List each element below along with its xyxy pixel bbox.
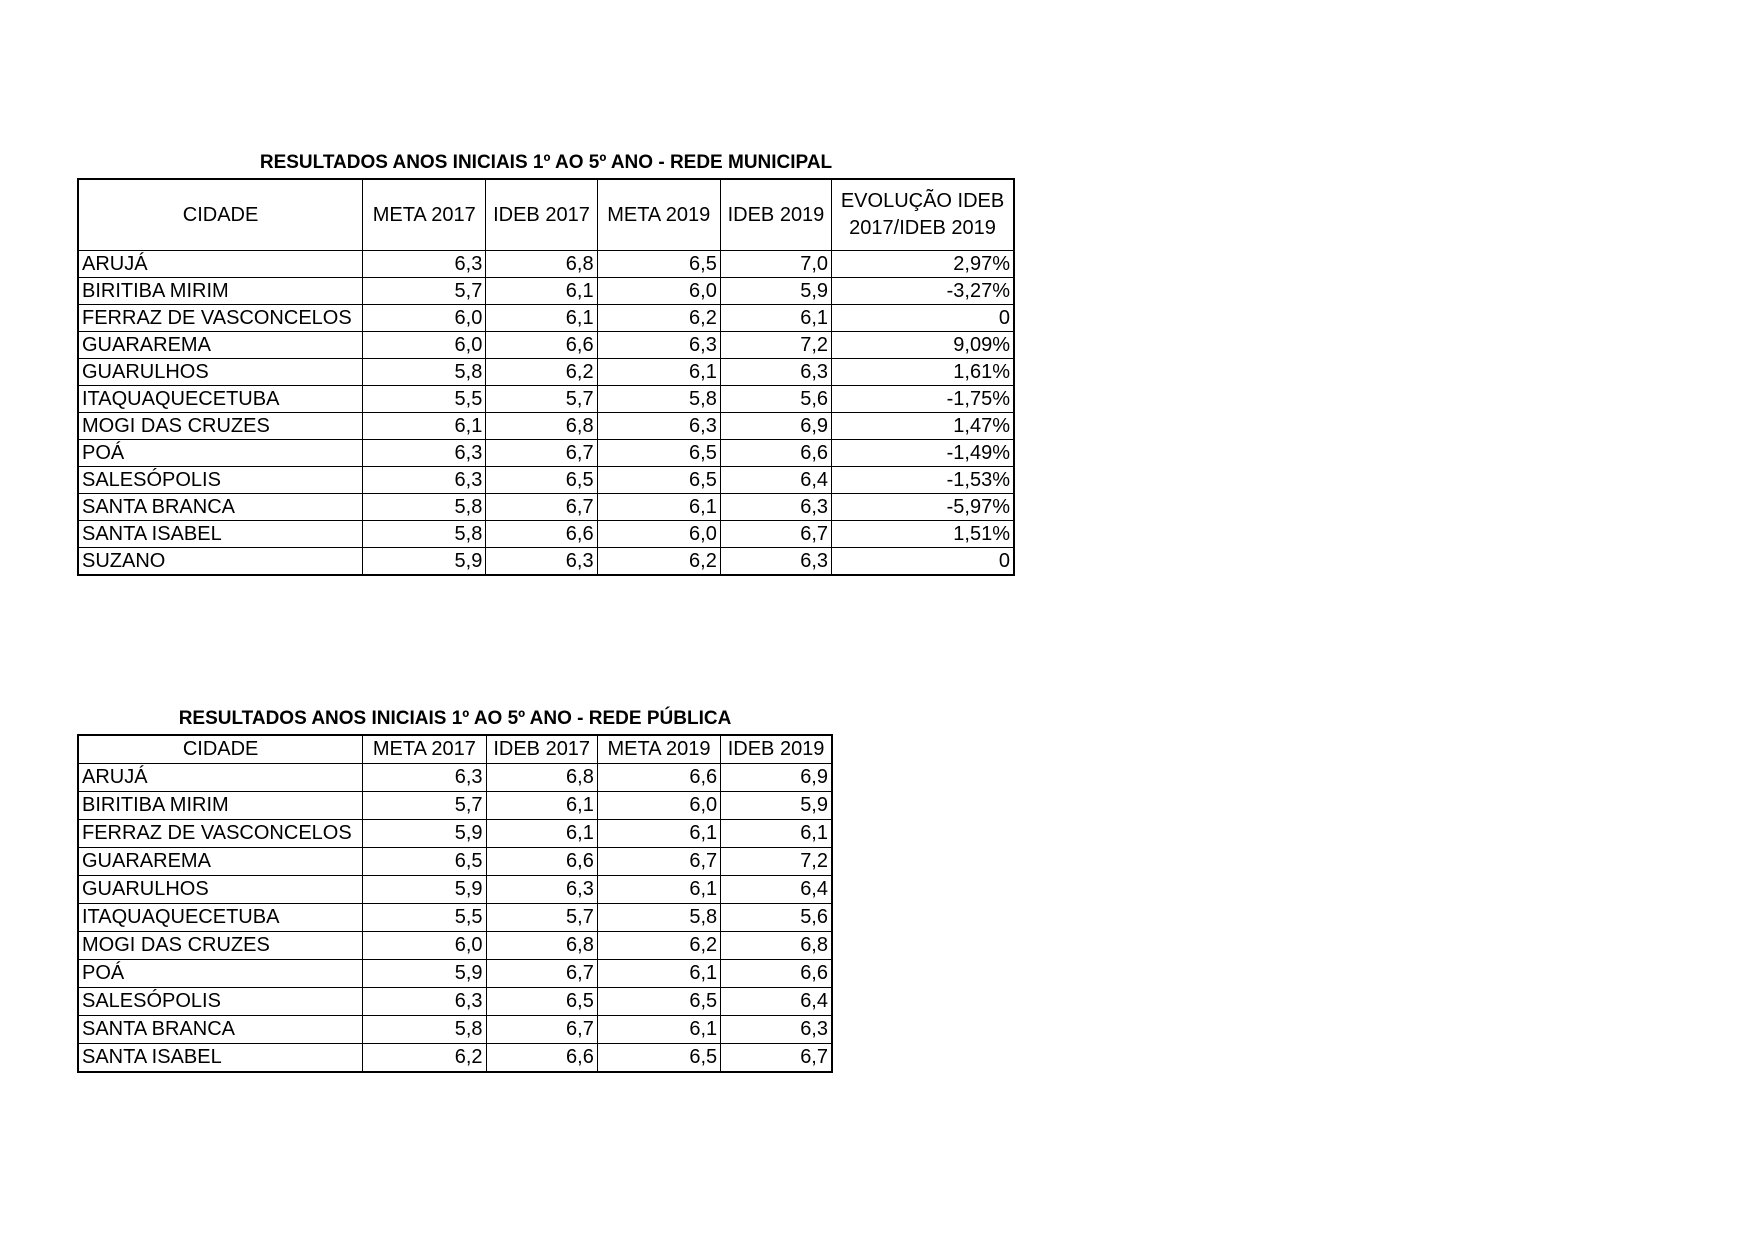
value-cell: 6,3 bbox=[486, 548, 597, 576]
value-cell: 6,6 bbox=[486, 521, 597, 548]
value-cell: 5,8 bbox=[363, 1016, 486, 1044]
value-cell: 6,1 bbox=[597, 494, 720, 521]
table-row bbox=[78, 521, 1014, 548]
value-cell: 6,1 bbox=[597, 876, 720, 904]
city-name-cell: ITAQUAQUECETUBA bbox=[78, 904, 363, 932]
city-name-cell: SUZANO bbox=[78, 548, 363, 576]
municipal-section bbox=[77, 148, 1015, 576]
value-cell: -1,53% bbox=[832, 467, 1014, 494]
table-row bbox=[78, 305, 1014, 332]
value-cell: 6,7 bbox=[721, 1044, 832, 1073]
value-cell: 6,7 bbox=[486, 960, 597, 988]
value-cell: 6,2 bbox=[486, 359, 597, 386]
value-cell: 5,9 bbox=[363, 548, 486, 576]
table-row bbox=[78, 440, 1014, 467]
value-cell: 6,6 bbox=[486, 332, 597, 359]
city-name-cell: POÁ bbox=[78, 440, 363, 467]
table-row bbox=[78, 386, 1014, 413]
value-cell: -3,27% bbox=[832, 278, 1014, 305]
value-cell: 5,6 bbox=[721, 904, 832, 932]
value-cell: 6,3 bbox=[486, 876, 597, 904]
value-cell: -5,97% bbox=[832, 494, 1014, 521]
value-cell: 6,3 bbox=[720, 494, 831, 521]
value-cell: 6,8 bbox=[721, 932, 832, 960]
header-meta-2017: META 2017 bbox=[363, 179, 486, 251]
city-name-cell: GUARAREMA bbox=[78, 848, 363, 876]
value-cell: 6,7 bbox=[720, 521, 831, 548]
city-name-cell: ARUJÁ bbox=[78, 251, 363, 278]
value-cell: 5,9 bbox=[363, 960, 486, 988]
value-cell: 6,8 bbox=[486, 413, 597, 440]
publica-table-body bbox=[78, 764, 832, 1073]
value-cell: 6,3 bbox=[597, 332, 720, 359]
city-name-cell: BIRITIBA MIRIM bbox=[78, 278, 363, 305]
value-cell: 6,4 bbox=[721, 988, 832, 1016]
value-cell: 6,0 bbox=[363, 332, 486, 359]
value-cell: -1,75% bbox=[832, 386, 1014, 413]
value-cell: 5,9 bbox=[363, 820, 486, 848]
municipal-table-body bbox=[78, 251, 1014, 576]
city-name-cell: POÁ bbox=[78, 960, 363, 988]
table-row bbox=[78, 820, 832, 848]
value-cell: 6,6 bbox=[486, 1044, 597, 1073]
table-row bbox=[78, 278, 1014, 305]
city-name-cell: ITAQUAQUECETUBA bbox=[78, 386, 363, 413]
value-cell: 6,1 bbox=[597, 960, 720, 988]
table-header-row bbox=[78, 179, 1014, 251]
value-cell: 6,7 bbox=[597, 848, 720, 876]
table-row bbox=[78, 988, 832, 1016]
table-row bbox=[78, 932, 832, 960]
table-header-row bbox=[78, 735, 832, 764]
value-cell: 6,3 bbox=[721, 1016, 832, 1044]
value-cell: 6,8 bbox=[486, 764, 597, 792]
city-name-cell: MOGI DAS CRUZES bbox=[78, 932, 363, 960]
publica-section bbox=[77, 704, 833, 1073]
value-cell: 6,2 bbox=[597, 932, 720, 960]
value-cell: 5,7 bbox=[363, 278, 486, 305]
value-cell: 6,4 bbox=[720, 467, 831, 494]
value-cell: 5,8 bbox=[363, 521, 486, 548]
table-row bbox=[78, 876, 832, 904]
value-cell: 7,0 bbox=[720, 251, 831, 278]
table-row bbox=[78, 792, 832, 820]
value-cell: 6,0 bbox=[363, 932, 486, 960]
table-row bbox=[78, 251, 1014, 278]
table-row bbox=[78, 467, 1014, 494]
value-cell: 6,1 bbox=[597, 820, 720, 848]
city-name-cell: FERRAZ DE VASCONCELOS bbox=[78, 820, 363, 848]
value-cell: 6,5 bbox=[486, 988, 597, 1016]
header-meta-2019: META 2019 bbox=[597, 179, 720, 251]
table-row bbox=[78, 332, 1014, 359]
value-cell: 6,1 bbox=[597, 359, 720, 386]
value-cell: 6,7 bbox=[486, 494, 597, 521]
table-row bbox=[78, 848, 832, 876]
value-cell: 6,3 bbox=[720, 548, 831, 576]
table-row bbox=[78, 494, 1014, 521]
value-cell: 6,2 bbox=[597, 548, 720, 576]
table-row bbox=[78, 764, 832, 792]
value-cell: 6,3 bbox=[363, 988, 486, 1016]
city-name-cell: FERRAZ DE VASCONCELOS bbox=[78, 305, 363, 332]
value-cell: 6,1 bbox=[486, 278, 597, 305]
value-cell: 6,1 bbox=[720, 305, 831, 332]
value-cell: 1,47% bbox=[832, 413, 1014, 440]
value-cell: 7,2 bbox=[720, 332, 831, 359]
value-cell: 5,7 bbox=[486, 386, 597, 413]
city-name-cell: BIRITIBA MIRIM bbox=[78, 792, 363, 820]
value-cell: 5,8 bbox=[363, 494, 486, 521]
table-row bbox=[78, 960, 832, 988]
value-cell: 5,6 bbox=[720, 386, 831, 413]
value-cell: 5,7 bbox=[486, 904, 597, 932]
value-cell: 6,5 bbox=[597, 467, 720, 494]
table-row bbox=[78, 359, 1014, 386]
value-cell: 6,0 bbox=[597, 792, 720, 820]
city-name-cell: GUARULHOS bbox=[78, 359, 363, 386]
value-cell: 6,3 bbox=[363, 251, 486, 278]
value-cell: 6,0 bbox=[363, 305, 486, 332]
city-name-cell: GUARULHOS bbox=[78, 876, 363, 904]
table-row bbox=[78, 904, 832, 932]
city-name-cell: SANTA BRANCA bbox=[78, 494, 363, 521]
header-ideb-2019: IDEB 2019 bbox=[721, 735, 832, 764]
value-cell: 6,1 bbox=[721, 820, 832, 848]
header-cidade: CIDADE bbox=[78, 179, 363, 251]
value-cell: 6,6 bbox=[720, 440, 831, 467]
city-name-cell: SANTA BRANCA bbox=[78, 1016, 363, 1044]
value-cell: 6,5 bbox=[597, 988, 720, 1016]
header-cidade: CIDADE bbox=[78, 735, 363, 764]
table-row bbox=[78, 1016, 832, 1044]
publica-results-table bbox=[77, 734, 833, 1073]
value-cell: 5,9 bbox=[363, 876, 486, 904]
header-meta-2019: META 2019 bbox=[597, 735, 720, 764]
value-cell: 6,3 bbox=[363, 440, 486, 467]
header-meta-2017: META 2017 bbox=[363, 735, 486, 764]
city-name-cell: SALESÓPOLIS bbox=[78, 467, 363, 494]
value-cell: 6,2 bbox=[597, 305, 720, 332]
value-cell: 6,0 bbox=[597, 521, 720, 548]
city-name-cell: SANTA ISABEL bbox=[78, 1044, 363, 1073]
value-cell: 5,7 bbox=[363, 792, 486, 820]
publica-table-title: RESULTADOS ANOS INICIAIS 1º AO 5º ANO - REDE PÚBLICA bbox=[178, 708, 732, 729]
header-evolucao bbox=[832, 179, 1014, 251]
value-cell: 6,8 bbox=[486, 251, 597, 278]
municipal-results-table bbox=[77, 178, 1015, 576]
table-row bbox=[78, 1044, 832, 1073]
value-cell: 6,3 bbox=[720, 359, 831, 386]
header-evolucao-line-2: 2017/IDEB 2019 bbox=[849, 217, 996, 239]
value-cell: 6,3 bbox=[363, 764, 486, 792]
value-cell: 6,2 bbox=[363, 1044, 486, 1073]
value-cell: 6,1 bbox=[486, 820, 597, 848]
value-cell: 5,9 bbox=[721, 792, 832, 820]
value-cell: -1,49% bbox=[832, 440, 1014, 467]
value-cell: 1,51% bbox=[832, 521, 1014, 548]
header-ideb-2019: IDEB 2019 bbox=[720, 179, 831, 251]
value-cell: 6,3 bbox=[597, 413, 720, 440]
city-name-cell: SALESÓPOLIS bbox=[78, 988, 363, 1016]
value-cell: 5,5 bbox=[363, 386, 486, 413]
value-cell: 6,9 bbox=[721, 764, 832, 792]
value-cell: 6,8 bbox=[486, 932, 597, 960]
value-cell: 5,8 bbox=[363, 359, 486, 386]
value-cell: 6,5 bbox=[363, 848, 486, 876]
value-cell: 5,5 bbox=[363, 904, 486, 932]
value-cell: 6,1 bbox=[363, 413, 486, 440]
value-cell: 6,9 bbox=[720, 413, 831, 440]
value-cell: 9,09% bbox=[832, 332, 1014, 359]
value-cell: 6,3 bbox=[363, 467, 486, 494]
value-cell: 6,6 bbox=[721, 960, 832, 988]
value-cell: 6,1 bbox=[597, 1016, 720, 1044]
value-cell: 5,9 bbox=[720, 278, 831, 305]
value-cell: 6,7 bbox=[486, 440, 597, 467]
city-name-cell: SANTA ISABEL bbox=[78, 521, 363, 548]
value-cell: 2,97% bbox=[832, 251, 1014, 278]
value-cell: 5,8 bbox=[597, 904, 720, 932]
value-cell: 6,1 bbox=[486, 792, 597, 820]
value-cell: 6,4 bbox=[721, 876, 832, 904]
table-row bbox=[78, 413, 1014, 440]
value-cell: 6,6 bbox=[486, 848, 597, 876]
value-cell: 1,61% bbox=[832, 359, 1014, 386]
value-cell: 0 bbox=[832, 305, 1014, 332]
table-row bbox=[78, 548, 1014, 576]
value-cell: 6,6 bbox=[597, 764, 720, 792]
city-name-cell: GUARAREMA bbox=[78, 332, 363, 359]
city-name-cell: MOGI DAS CRUZES bbox=[78, 413, 363, 440]
value-cell: 6,5 bbox=[597, 251, 720, 278]
value-cell: 7,2 bbox=[721, 848, 832, 876]
value-cell: 6,7 bbox=[486, 1016, 597, 1044]
value-cell: 6,5 bbox=[486, 467, 597, 494]
value-cell: 6,0 bbox=[597, 278, 720, 305]
header-ideb-2017: IDEB 2017 bbox=[486, 179, 597, 251]
value-cell: 6,1 bbox=[486, 305, 597, 332]
value-cell: 6,5 bbox=[597, 1044, 720, 1073]
city-name-cell: ARUJÁ bbox=[78, 764, 363, 792]
value-cell: 5,8 bbox=[597, 386, 720, 413]
value-cell: 0 bbox=[832, 548, 1014, 576]
header-ideb-2017: IDEB 2017 bbox=[486, 735, 597, 764]
header-evolucao-line-1: EVOLUÇÃO IDEB bbox=[840, 190, 1005, 212]
value-cell: 6,5 bbox=[597, 440, 720, 467]
municipal-table-title: RESULTADOS ANOS INICIAIS 1º AO 5º ANO - REDE MUNICIPAL bbox=[259, 152, 833, 173]
